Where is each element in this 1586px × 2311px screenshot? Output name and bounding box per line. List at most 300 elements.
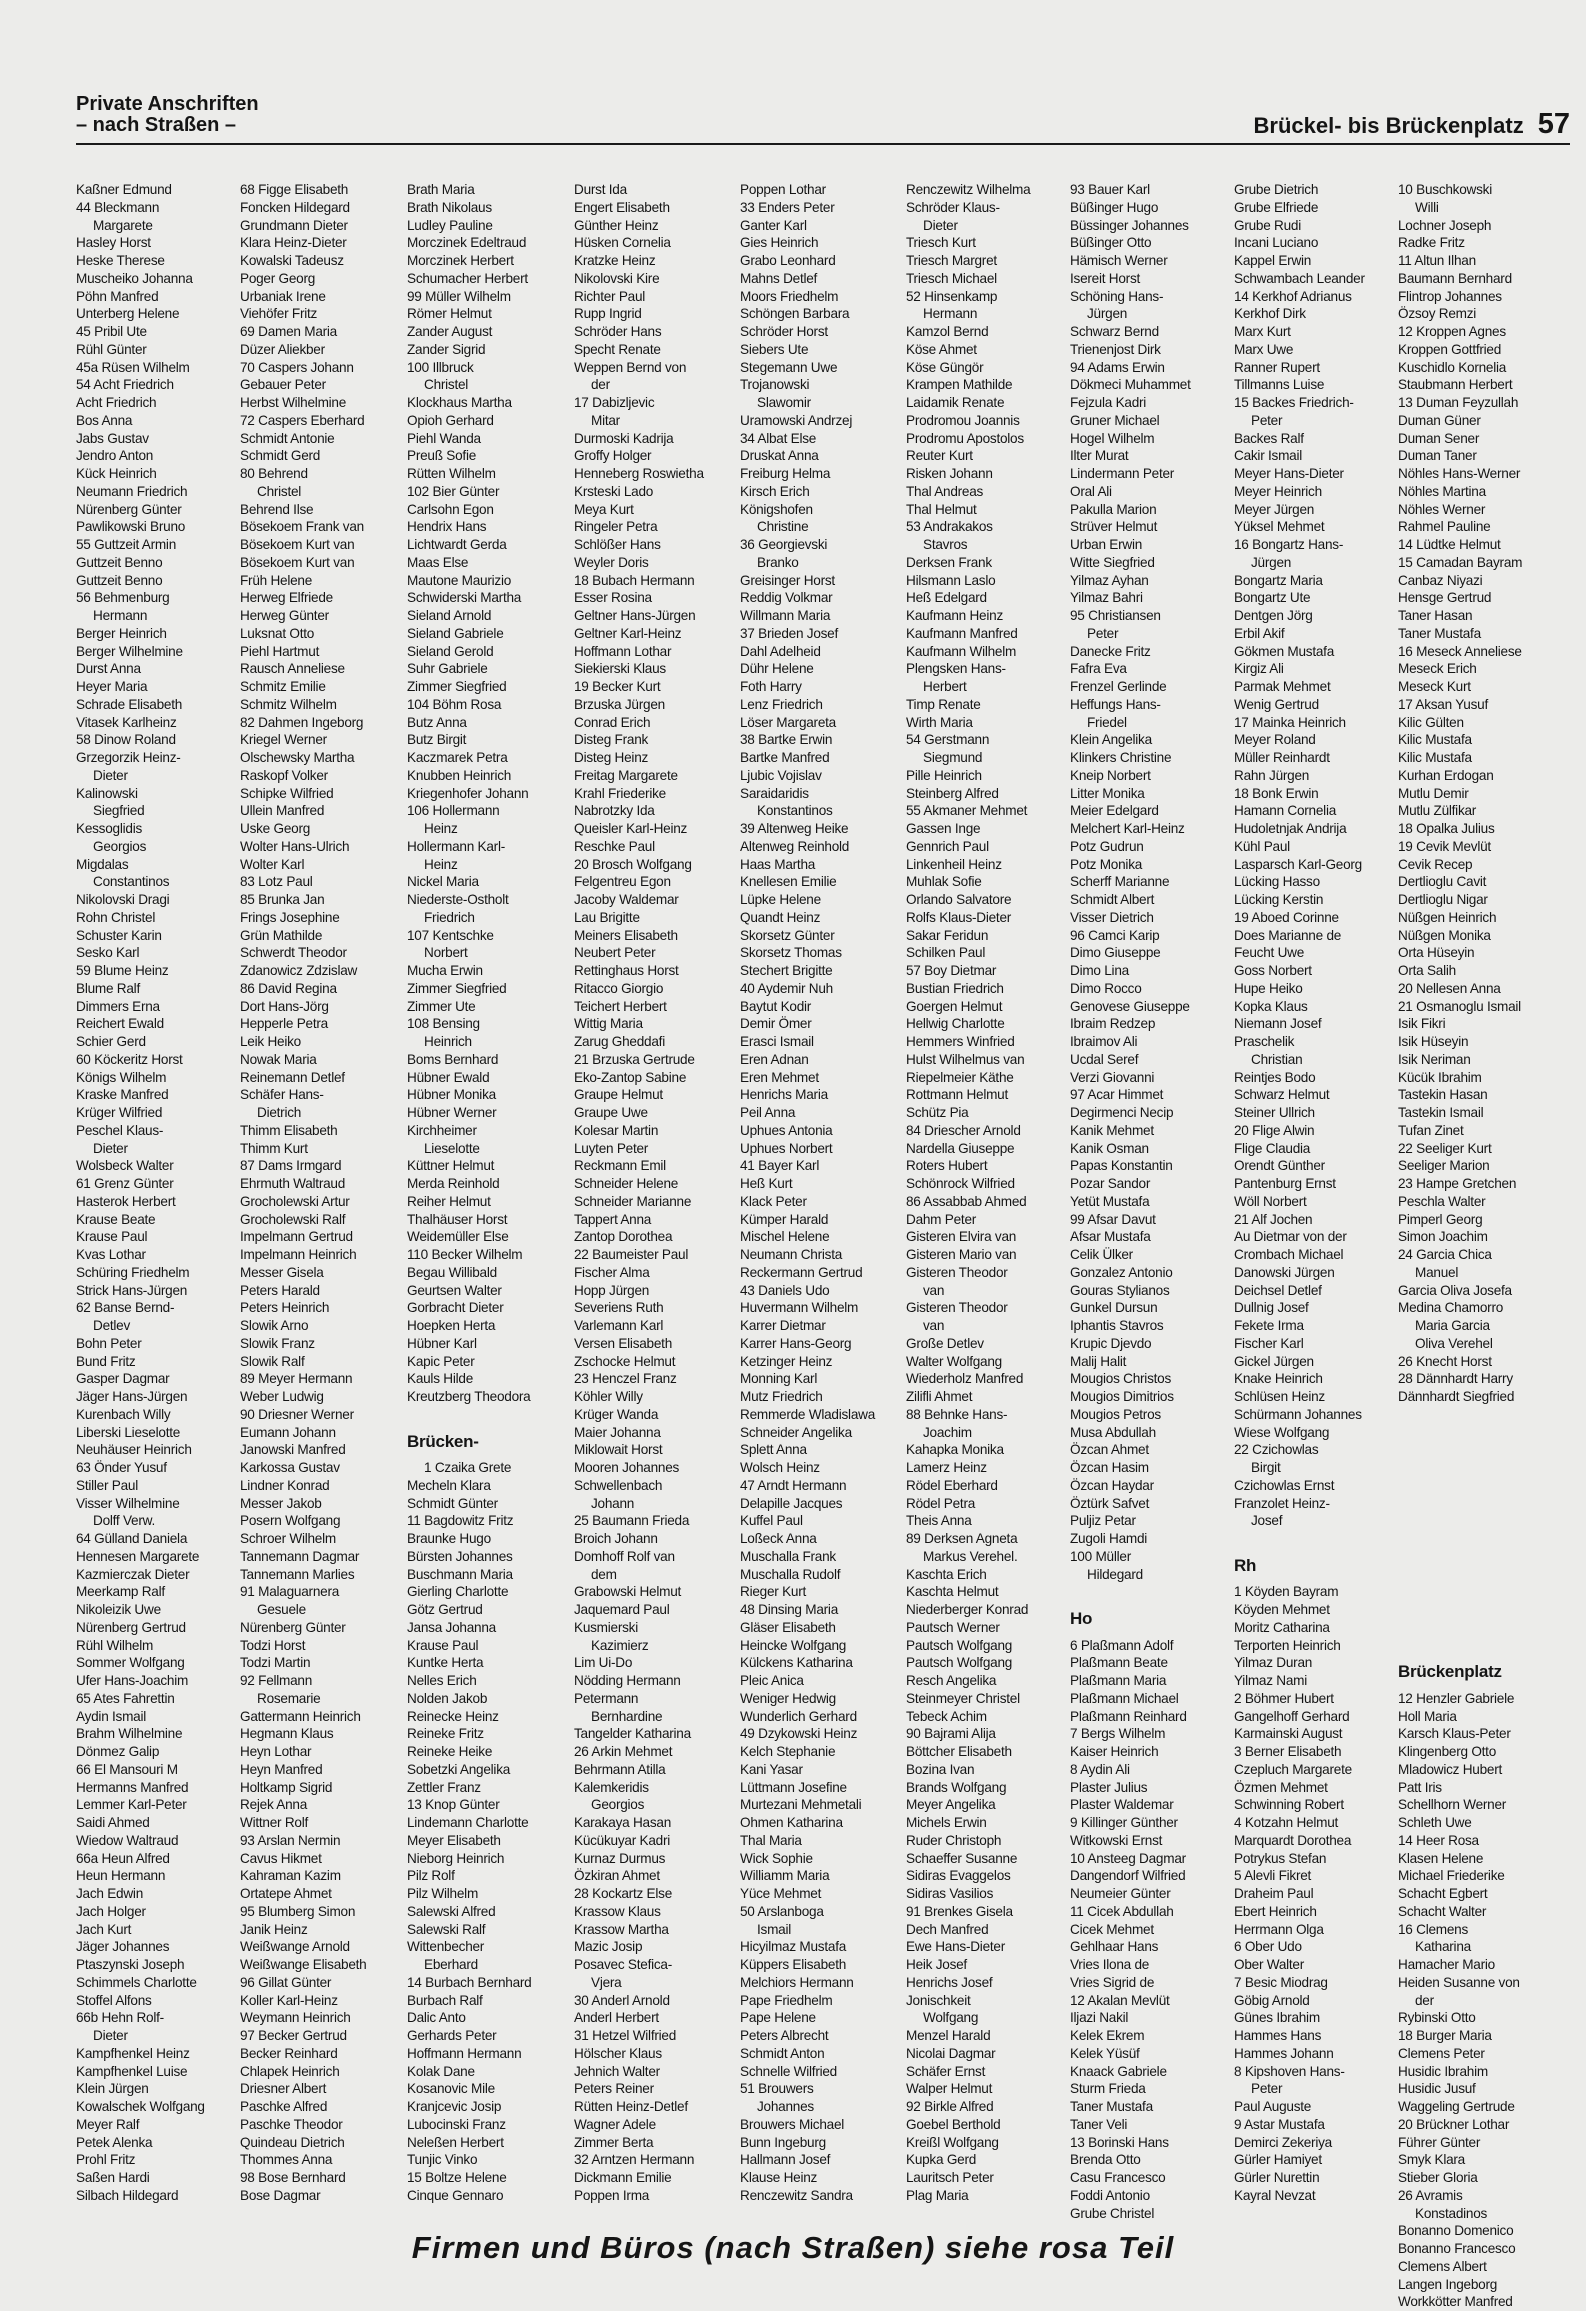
resident-entry: Peil Anna <box>740 1105 796 1120</box>
street-heading: Ho <box>1070 1609 1093 1628</box>
resident-entry: Sidiras Evaggelos <box>906 1868 1011 1884</box>
header-line-2: – nach Straßen – <box>76 114 237 136</box>
resident-entry: Kvas Lothar <box>76 1247 146 1262</box>
resident-entry: der <box>591 377 610 393</box>
resident-entry: Schlüsen Heinz <box>1234 1389 1325 1404</box>
resident-entry: Karrer Hans-Georg <box>740 1335 852 1351</box>
house-number-entry: 13 Borinski Hans <box>1070 2134 1169 2150</box>
resident-entry: Luyten Peter <box>574 1140 649 1156</box>
house-number-entry: 8 Kipshoven Hans- <box>1234 2063 1345 2079</box>
resident-entry: Kurenbach Willy <box>76 1406 171 1422</box>
resident-entry: Berger Heinrich <box>76 625 167 641</box>
resident-entry: Nickel Maria <box>407 874 479 890</box>
resident-entry: Foncken Hildegard <box>240 199 350 215</box>
resident-entry: Schneider Helene <box>574 1176 679 1191</box>
resident-entry: Christel <box>424 377 469 393</box>
resident-entry: Früh Helene <box>240 572 313 588</box>
resident-entry: Lubocinski Franz <box>407 2116 506 2132</box>
house-number-entry: 20 Flige Alwin <box>1234 1122 1315 1138</box>
resident-entry: Saßen Hardi <box>76 2170 150 2185</box>
resident-entry: Hübner Monika <box>407 1087 496 1103</box>
resident-entry: Pille Heinrich <box>906 767 982 783</box>
resident-entry: Jacoby Waldemar <box>574 892 679 907</box>
resident-entry: Schäfer Ernst <box>906 2063 986 2079</box>
resident-entry: Gerhards Peter <box>407 2028 497 2043</box>
resident-entry: Wick Sophie <box>740 1850 813 1866</box>
resident-entry: Große Detlev <box>906 1335 984 1351</box>
resident-entry: Kirgiz Ali <box>1234 661 1284 677</box>
resident-entry: Praschelik <box>1234 1034 1295 1049</box>
resident-entry: Klein Jürgen <box>76 2081 149 2097</box>
house-number-entry: 23 Henczel Franz <box>574 1371 677 1387</box>
resident-entry: Bösekoem Kurt van <box>240 554 355 570</box>
house-number-entry: 28 Kockartz Else <box>574 1886 672 1901</box>
resident-entry: Jendro Anton <box>76 448 154 464</box>
house-number-entry: 5 Alevli Fikret <box>1234 1868 1312 1884</box>
resident-entry: Muschalla Frank <box>740 1548 836 1564</box>
resident-entry: Peters Harald <box>240 1282 320 1298</box>
resident-entry: Nürenberg Günter <box>76 501 182 517</box>
resident-entry: Dimo Lina <box>1070 963 1129 978</box>
resident-entry: Fischer Karl <box>1234 1335 1304 1351</box>
resident-entry: Köse Ahmet <box>906 341 977 357</box>
resident-entry: Yilmaz Bahri <box>1070 590 1143 606</box>
house-number-entry: 16 Bongartz Hans- <box>1234 537 1344 552</box>
house-number-entry: 95 Christiansen <box>1070 608 1161 623</box>
house-number-entry: 108 Bensing <box>407 1016 480 1032</box>
resident-entry: Hamacher Mario <box>1398 1957 1495 1972</box>
house-number-entry: 11 Cicek Abdullah <box>1070 1903 1174 1919</box>
resident-entry: Lindemann Charlotte <box>407 1815 529 1830</box>
resident-entry: Herbst Wilhelmine <box>240 395 347 410</box>
resident-entry: Meyer Elisabeth <box>407 1832 501 1848</box>
resident-entry: Plaßmann Beate <box>1070 1655 1168 1671</box>
resident-entry: Eren Adnan <box>740 1051 809 1067</box>
resident-entry: Königshofen <box>740 501 813 517</box>
resident-entry: Heinz <box>424 856 458 872</box>
resident-entry: Afsar Mustafa <box>1070 1229 1151 1245</box>
resident-entry: Schacht Walter <box>1398 1903 1487 1919</box>
resident-entry: Grube Dietrich <box>1234 182 1319 197</box>
resident-entry: Kreißl Wolfgang <box>906 2134 999 2150</box>
resident-entry: Lindermann Peter <box>1070 466 1175 481</box>
house-number-entry: 11 Bagdowitz Fritz <box>407 1513 514 1529</box>
resident-entry: Ortatepe Ahmet <box>240 1886 332 1901</box>
resident-entry: Weyler Doris <box>574 554 649 570</box>
resident-entry: Reineke Heike <box>407 1744 493 1759</box>
resident-entry: Kusmierski <box>574 1619 638 1635</box>
resident-entry: Wunderlich Gerhard <box>740 1708 857 1724</box>
resident-entry: Gonzalez Antonio <box>1070 1264 1173 1280</box>
resident-entry: Graupe Uwe <box>574 1105 648 1120</box>
resident-entry: Nöhles Werner <box>1398 501 1486 517</box>
resident-entry: Kücükuyar Kadri <box>574 1832 670 1848</box>
resident-entry: Neubert Peter <box>574 945 656 961</box>
resident-entry: Bozina Ivan <box>906 1761 975 1777</box>
house-number-entry: 34 Albat Else <box>740 430 817 446</box>
resident-entry: Plaster Julius <box>1070 1779 1148 1795</box>
resident-entry: Schipke Wilfried <box>240 785 334 801</box>
house-number-entry: 10 Buschkowski <box>1398 182 1492 197</box>
house-number-entry: 9 Astar Mustafa <box>1234 2116 1325 2132</box>
resident-entry: Zander August <box>407 324 493 339</box>
resident-entry: Pape Helene <box>740 2010 816 2026</box>
resident-entry: Brouwers Michael <box>740 2116 845 2132</box>
resident-entry: Strüver Helmut <box>1070 519 1158 535</box>
house-number-entry: 22 Seeliger Kurt <box>1398 1140 1492 1156</box>
resident-entry: Ehrmuth Waltraud <box>240 1176 346 1191</box>
resident-entry: Bartke Manfred <box>740 750 830 765</box>
resident-entry: Husidic Ibrahim <box>1398 2063 1488 2079</box>
resident-entry: Kümper Harald <box>740 1211 829 1227</box>
resident-entry: Taner Mustafa <box>1070 2099 1153 2114</box>
resident-entry: Grabowski Helmut <box>574 1584 682 1600</box>
resident-entry: Heinrich <box>424 1034 472 1049</box>
resident-entry: Plag Maria <box>906 2187 969 2203</box>
resident-entry: Bösekoem Kurt van <box>240 537 355 552</box>
resident-entry: Lochner Joseph <box>1398 217 1492 233</box>
resident-entry: Mougios Dimitrios <box>1070 1389 1174 1404</box>
resident-entry: Schleth Uwe <box>1398 1815 1472 1830</box>
house-number-entry: 45 Pribil Ute <box>76 324 147 339</box>
resident-entry: Sturm Frieda <box>1070 2081 1146 2097</box>
resident-entry: Danowski Jürgen <box>1234 1264 1335 1280</box>
resident-entry: Krahl Friederike <box>574 785 666 801</box>
page-number: 57 <box>1537 108 1570 140</box>
resident-entry: Nabrotzky Ida <box>574 803 655 819</box>
resident-entry: Kraske Manfred <box>76 1087 169 1103</box>
spacer <box>1398 1637 1558 1655</box>
house-number-entry: 15 Boltze Helene <box>407 2170 507 2185</box>
resident-entry: Kirsch Erich <box>740 483 810 499</box>
resident-entry: Silbach Hildegard <box>76 2187 179 2203</box>
resident-entry: Piehl Hartmut <box>240 643 320 659</box>
resident-entry: Pöhn Manfred <box>76 288 159 304</box>
resident-entry: Yüce Mehmet <box>740 1886 822 1901</box>
resident-entry: Janowski Manfred <box>240 1442 346 1458</box>
resident-entry: Engert Elisabeth <box>574 199 670 215</box>
resident-entry: Cakir Ismail <box>1234 448 1302 464</box>
resident-entry: Holl Maria <box>1398 1708 1457 1724</box>
resident-entry: Kücük Ibrahim <box>1398 1069 1482 1085</box>
resident-entry: Sobetzki Angelika <box>407 1761 511 1777</box>
resident-entry: Reintjes Bodo <box>1234 1069 1316 1085</box>
house-number-entry: 94 Adams Erwin <box>1070 359 1165 375</box>
resident-entry: Stavros <box>923 537 968 552</box>
house-number-entry: 47 Arndt Hermann <box>740 1477 847 1493</box>
resident-entry: Peters Reiner <box>574 2081 654 2097</box>
house-number-entry: 88 Behnke Hans- <box>906 1406 1008 1422</box>
resident-entry: Menzel Harald <box>906 2028 991 2043</box>
column-9 <box>1398 181 1558 2311</box>
resident-entry: Meseck Erich <box>1398 661 1477 677</box>
resident-entry: Schaeffer Susanne <box>906 1850 1018 1866</box>
resident-entry: Dertlioglu Nigar <box>1398 892 1488 907</box>
house-number-entry: 38 Bartke Erwin <box>740 732 833 748</box>
resident-entry: Lauritsch Peter <box>906 2170 994 2185</box>
resident-entry: Schwambach Leander <box>1234 270 1365 286</box>
running-head-right <box>1254 108 1570 141</box>
house-number-entry: 6 Ober Udo <box>1234 1939 1302 1955</box>
resident-entry: Oral Ali <box>1070 483 1112 499</box>
resident-entry: Jürgen <box>1087 306 1128 322</box>
resident-entry: Tastekin Ismail <box>1398 1105 1484 1120</box>
resident-entry: Kneip Norbert <box>1070 767 1151 783</box>
resident-entry: Tebeck Achim <box>906 1708 987 1724</box>
resident-entry: Raskopf Volker <box>240 767 328 783</box>
resident-entry: Eberhard <box>424 1957 478 1972</box>
resident-entry: Grube Elfriede <box>1234 199 1319 215</box>
resident-entry: Kelek Ekrem <box>1070 2028 1145 2043</box>
resident-entry: Nüßgen Heinrich <box>1398 909 1497 925</box>
resident-entry: Isik Hüseyin <box>1398 1034 1469 1049</box>
house-number-entry: 72 Caspers Eberhard <box>240 412 365 428</box>
resident-entry: Knake Heinrich <box>1234 1371 1323 1387</box>
resident-entry: Vjera <box>591 1974 622 1990</box>
house-number-entry: 84 Driescher Arnold <box>906 1122 1021 1138</box>
house-number-entry: 26 Knecht Horst <box>1398 1353 1492 1369</box>
resident-entry: Grocholewski Artur <box>240 1193 350 1209</box>
resident-entry: Kopka Klaus <box>1234 998 1308 1014</box>
house-number-entry: 56 Behmenburg <box>76 590 170 606</box>
resident-entry: Orta Salih <box>1398 963 1456 978</box>
resident-entry: Cevik Recep <box>1398 856 1473 872</box>
resident-entry: Todzi Martin <box>240 1655 311 1671</box>
resident-entry: Salewski Alfred <box>407 1903 496 1919</box>
resident-entry: Dännhardt Siegfried <box>1398 1389 1515 1404</box>
resident-entry: Christine <box>757 519 809 535</box>
resident-entry: Meya Kurt <box>574 501 634 517</box>
resident-entry: Kolak Dane <box>407 2063 475 2079</box>
resident-entry: Heyn Manfred <box>240 1761 323 1777</box>
resident-entry: Kriegel Werner <box>240 732 327 748</box>
resident-entry: Malij Halit <box>1070 1353 1127 1369</box>
resident-entry: Lamerz Heinz <box>906 1460 987 1475</box>
column-2 <box>240 181 400 2205</box>
house-number-entry: 92 Fellmann <box>240 1673 313 1688</box>
resident-entry: Splett Anna <box>740 1442 807 1458</box>
resident-entry: Meerkamp Ralf <box>76 1584 165 1600</box>
resident-entry: Thimm Kurt <box>240 1140 308 1156</box>
header-rule <box>76 143 1570 145</box>
resident-entry: Stechert Brigitte <box>740 963 833 978</box>
resident-entry: Kuffel Paul <box>740 1513 803 1529</box>
resident-entry: Gickel Jürgen <box>1234 1353 1314 1369</box>
resident-entry: Medina Chamorro <box>1398 1300 1504 1316</box>
resident-entry: Zander Sigrid <box>407 341 486 357</box>
resident-entry: Löser Margareta <box>740 714 836 730</box>
resident-entry: Weymann Heinrich <box>240 2010 351 2026</box>
resident-entry: Wolter Hans-Ulrich <box>240 838 350 854</box>
resident-entry: Marx Kurt <box>1234 324 1291 339</box>
resident-entry: Ringeler Petra <box>574 519 658 535</box>
resident-entry: Thal Andreas <box>906 483 984 499</box>
resident-entry: Melchert Karl-Heinz <box>1070 821 1185 836</box>
resident-entry: Potz Gudrun <box>1070 838 1144 854</box>
house-number-entry: 102 Bier Günter <box>407 483 500 499</box>
resident-entry: Pautsch Wolfgang <box>906 1655 1013 1671</box>
resident-entry: Meier Edelgard <box>1070 803 1159 819</box>
resident-entry: Mutlu Zülfikar <box>1398 803 1477 819</box>
resident-entry: Dökmeci Muhammet <box>1070 377 1191 393</box>
resident-entry: Nöhles Hans-Werner <box>1398 466 1521 481</box>
resident-entry: Mautone Maurizio <box>407 572 512 588</box>
house-number-entry: 96 Camci Karip <box>1070 927 1160 943</box>
resident-entry: Conrad Erich <box>574 714 651 730</box>
resident-entry: Neleßen Herbert <box>407 2134 504 2150</box>
resident-entry: Remmerde Wladislawa <box>740 1406 876 1422</box>
resident-entry: Kaufmann Manfred <box>906 625 1018 641</box>
resident-entry: Kahapka Monika <box>906 1442 1004 1458</box>
resident-entry: Büßinger Hugo <box>1070 199 1159 215</box>
resident-entry: Litter Monika <box>1070 785 1145 801</box>
house-number-entry: 26 Avramis <box>1398 2187 1463 2203</box>
resident-entry: Schöngen Barbara <box>740 306 850 322</box>
resident-entry: Preuß Sofie <box>407 448 477 464</box>
resident-entry: Schmidt Albert <box>1070 892 1155 907</box>
resident-entry: Impelmann Heinrich <box>240 1247 357 1262</box>
resident-entry: Schumacher Herbert <box>407 270 528 286</box>
house-number-entry: 51 Brouwers <box>740 2081 814 2097</box>
resident-entry: Jehnich Walter <box>574 2063 660 2079</box>
resident-entry: Gattermann Heinrich <box>240 1708 361 1724</box>
resident-entry: Zarug Gheddafi <box>574 1034 665 1049</box>
resident-entry: Dühr Helene <box>740 661 814 677</box>
house-number-entry: 19 Becker Kurt <box>574 679 661 694</box>
resident-entry: Herweg Günter <box>240 608 329 623</box>
resident-entry: Delapille Jacques <box>740 1495 843 1511</box>
resident-entry: Thimm Elisabeth <box>240 1122 338 1138</box>
house-number-entry: 21 Brzuska Gertrude <box>574 1051 695 1067</box>
resident-entry: Muschalla Rudolf <box>740 1566 841 1582</box>
resident-entry: Pleic Anica <box>740 1673 804 1688</box>
house-number-entry: 97 Becker Gertrud <box>240 2028 347 2043</box>
resident-entry: Theis Anna <box>906 1513 972 1529</box>
resident-entry: Impelmann Gertrud <box>240 1229 353 1245</box>
resident-entry: Durst Ida <box>574 182 627 197</box>
resident-entry: Varlemann Karl <box>574 1318 664 1333</box>
resident-entry: Dech Manfred <box>906 1921 989 1937</box>
spacer <box>1398 1583 1558 1601</box>
resident-entry: Römer Helmut <box>407 306 492 322</box>
resident-entry: Todzi Horst <box>240 1637 306 1653</box>
resident-entry: Krause Paul <box>76 1229 148 1245</box>
resident-entry: Meyer Angelika <box>906 1797 996 1813</box>
house-number-entry: 66 El Mansouri M <box>76 1761 178 1777</box>
resident-entry: Crombach Michael <box>1234 1247 1344 1262</box>
resident-entry: Carlsohn Egon <box>407 501 494 517</box>
resident-entry: Petek Alenka <box>76 2134 153 2150</box>
resident-entry: Ptaszynski Joseph <box>76 1957 185 1972</box>
resident-entry: Henrichs Maria <box>740 1087 828 1103</box>
resident-entry: Risken Johann <box>906 466 993 481</box>
house-number-entry: 19 Cevik Mevlüt <box>1398 838 1491 854</box>
resident-entry: Dalic Anto <box>407 2010 466 2026</box>
resident-entry: Foddi Antonio <box>1070 2187 1150 2203</box>
resident-entry: Bongartz Maria <box>1234 572 1323 588</box>
resident-entry: Ganter Karl <box>740 217 807 233</box>
house-number-entry: 19 Aboed Corinne <box>1234 909 1339 925</box>
house-number-entry: 10 Ansteeg Dagmar <box>1070 1850 1186 1866</box>
resident-entry: Dieter <box>923 217 958 233</box>
resident-entry: Nowak Maria <box>240 1051 317 1067</box>
resident-entry: Schnelle Wilfried <box>740 2063 837 2079</box>
house-number-entry: 18 Burger Maria <box>1398 2028 1492 2043</box>
resident-entry: Yüksel Mehmet <box>1234 519 1325 535</box>
resident-entry: Radke Fritz <box>1398 235 1465 251</box>
resident-entry: Musa Abdullah <box>1070 1424 1156 1440</box>
resident-entry: Kaschta Erich <box>906 1566 987 1582</box>
resident-entry: Karsch Klaus-Peter <box>1398 1726 1511 1742</box>
house-number-entry: 28 Dännhardt Harry <box>1398 1371 1513 1387</box>
resident-entry: Georgios <box>93 838 147 854</box>
resident-entry: Nolden Jakob <box>407 1690 488 1706</box>
spacer <box>1398 1530 1558 1548</box>
house-number-entry: 45a Rüsen Wilhelm <box>76 359 190 375</box>
resident-entry: Königs Wilhelm <box>76 1069 167 1085</box>
resident-entry: Mitar <box>591 412 620 428</box>
resident-entry: Mahns Detlef <box>740 270 818 286</box>
resident-entry: Reckmann Emil <box>574 1158 666 1174</box>
resident-entry: Disteg Frank <box>574 732 649 748</box>
resident-entry: Kahraman Kazim <box>240 1868 341 1884</box>
resident-entry: Teichert Herbert <box>574 998 667 1014</box>
resident-entry: Timp Renate <box>906 696 981 712</box>
resident-entry: Hudoletnjak Andrija <box>1234 821 1347 836</box>
resident-entry: Peschel Klaus- <box>76 1122 164 1138</box>
resident-entry: Pawlikowski Bruno <box>76 519 186 535</box>
resident-entry: Driesner Albert <box>240 2081 327 2097</box>
resident-entry: Özcan Ahmet <box>1070 1442 1149 1458</box>
resident-entry: Rieger Kurt <box>740 1584 807 1600</box>
resident-entry: Dahm Peter <box>906 1211 977 1227</box>
resident-entry: Steiner Ullrich <box>1234 1105 1315 1120</box>
resident-entry: Opioh Gerhard <box>407 412 494 428</box>
house-number-entry: 9 Killinger Günther <box>1070 1815 1178 1830</box>
resident-entry: Pilz Wilhelm <box>407 1886 479 1901</box>
resident-entry: Herrmann Olga <box>1234 1921 1324 1937</box>
house-number-entry: 89 Derksen Agneta <box>906 1531 1018 1546</box>
resident-entry: Thommes Anna <box>240 2152 333 2168</box>
resident-entry: Peschla Walter <box>1398 1193 1486 1209</box>
house-number-entry: 80 Behrend <box>240 466 308 481</box>
resident-entry: Lemmer Karl-Peter <box>76 1797 187 1813</box>
resident-entry: Prohl Fritz <box>76 2152 136 2168</box>
house-number-entry: 32 Arntzen Hermann <box>574 2152 695 2168</box>
resident-entry: Niederberger Konrad <box>906 1602 1029 1617</box>
resident-entry: Dimmers Erna <box>76 998 160 1014</box>
house-number-entry: 107 Kentschke <box>407 927 494 943</box>
resident-entry: Öztürk Safvet <box>1070 1495 1150 1511</box>
resident-entry: Eumann Johann <box>240 1424 336 1440</box>
resident-entry: Flintrop Johannes <box>1398 288 1502 304</box>
resident-entry: Taner Hasan <box>1398 608 1473 623</box>
resident-entry: Draheim Paul <box>1234 1886 1314 1901</box>
house-number-entry: 97 Acar Himmet <box>1070 1087 1164 1103</box>
resident-entry: Lüttmann Josefine <box>740 1779 847 1795</box>
resident-entry: Frings Josephine <box>240 909 340 925</box>
resident-entry: Weppen Bernd von <box>574 359 687 375</box>
resident-entry: Hermanns Manfred <box>76 1779 189 1795</box>
resident-entry: Aydin Ismail <box>76 1708 147 1724</box>
house-number-entry: 30 Anderl Arnold <box>574 1992 670 2008</box>
resident-entry: Zimmer Berta <box>574 2134 654 2150</box>
resident-entry: Lenz Friedrich <box>740 696 823 712</box>
resident-entry: Mutz Friedrich <box>740 1389 823 1404</box>
resident-entry: Dieter <box>93 767 128 783</box>
resident-entry: Bürsten Johannes <box>407 1548 513 1564</box>
resident-entry: Klingenberg Otto <box>1398 1744 1497 1759</box>
